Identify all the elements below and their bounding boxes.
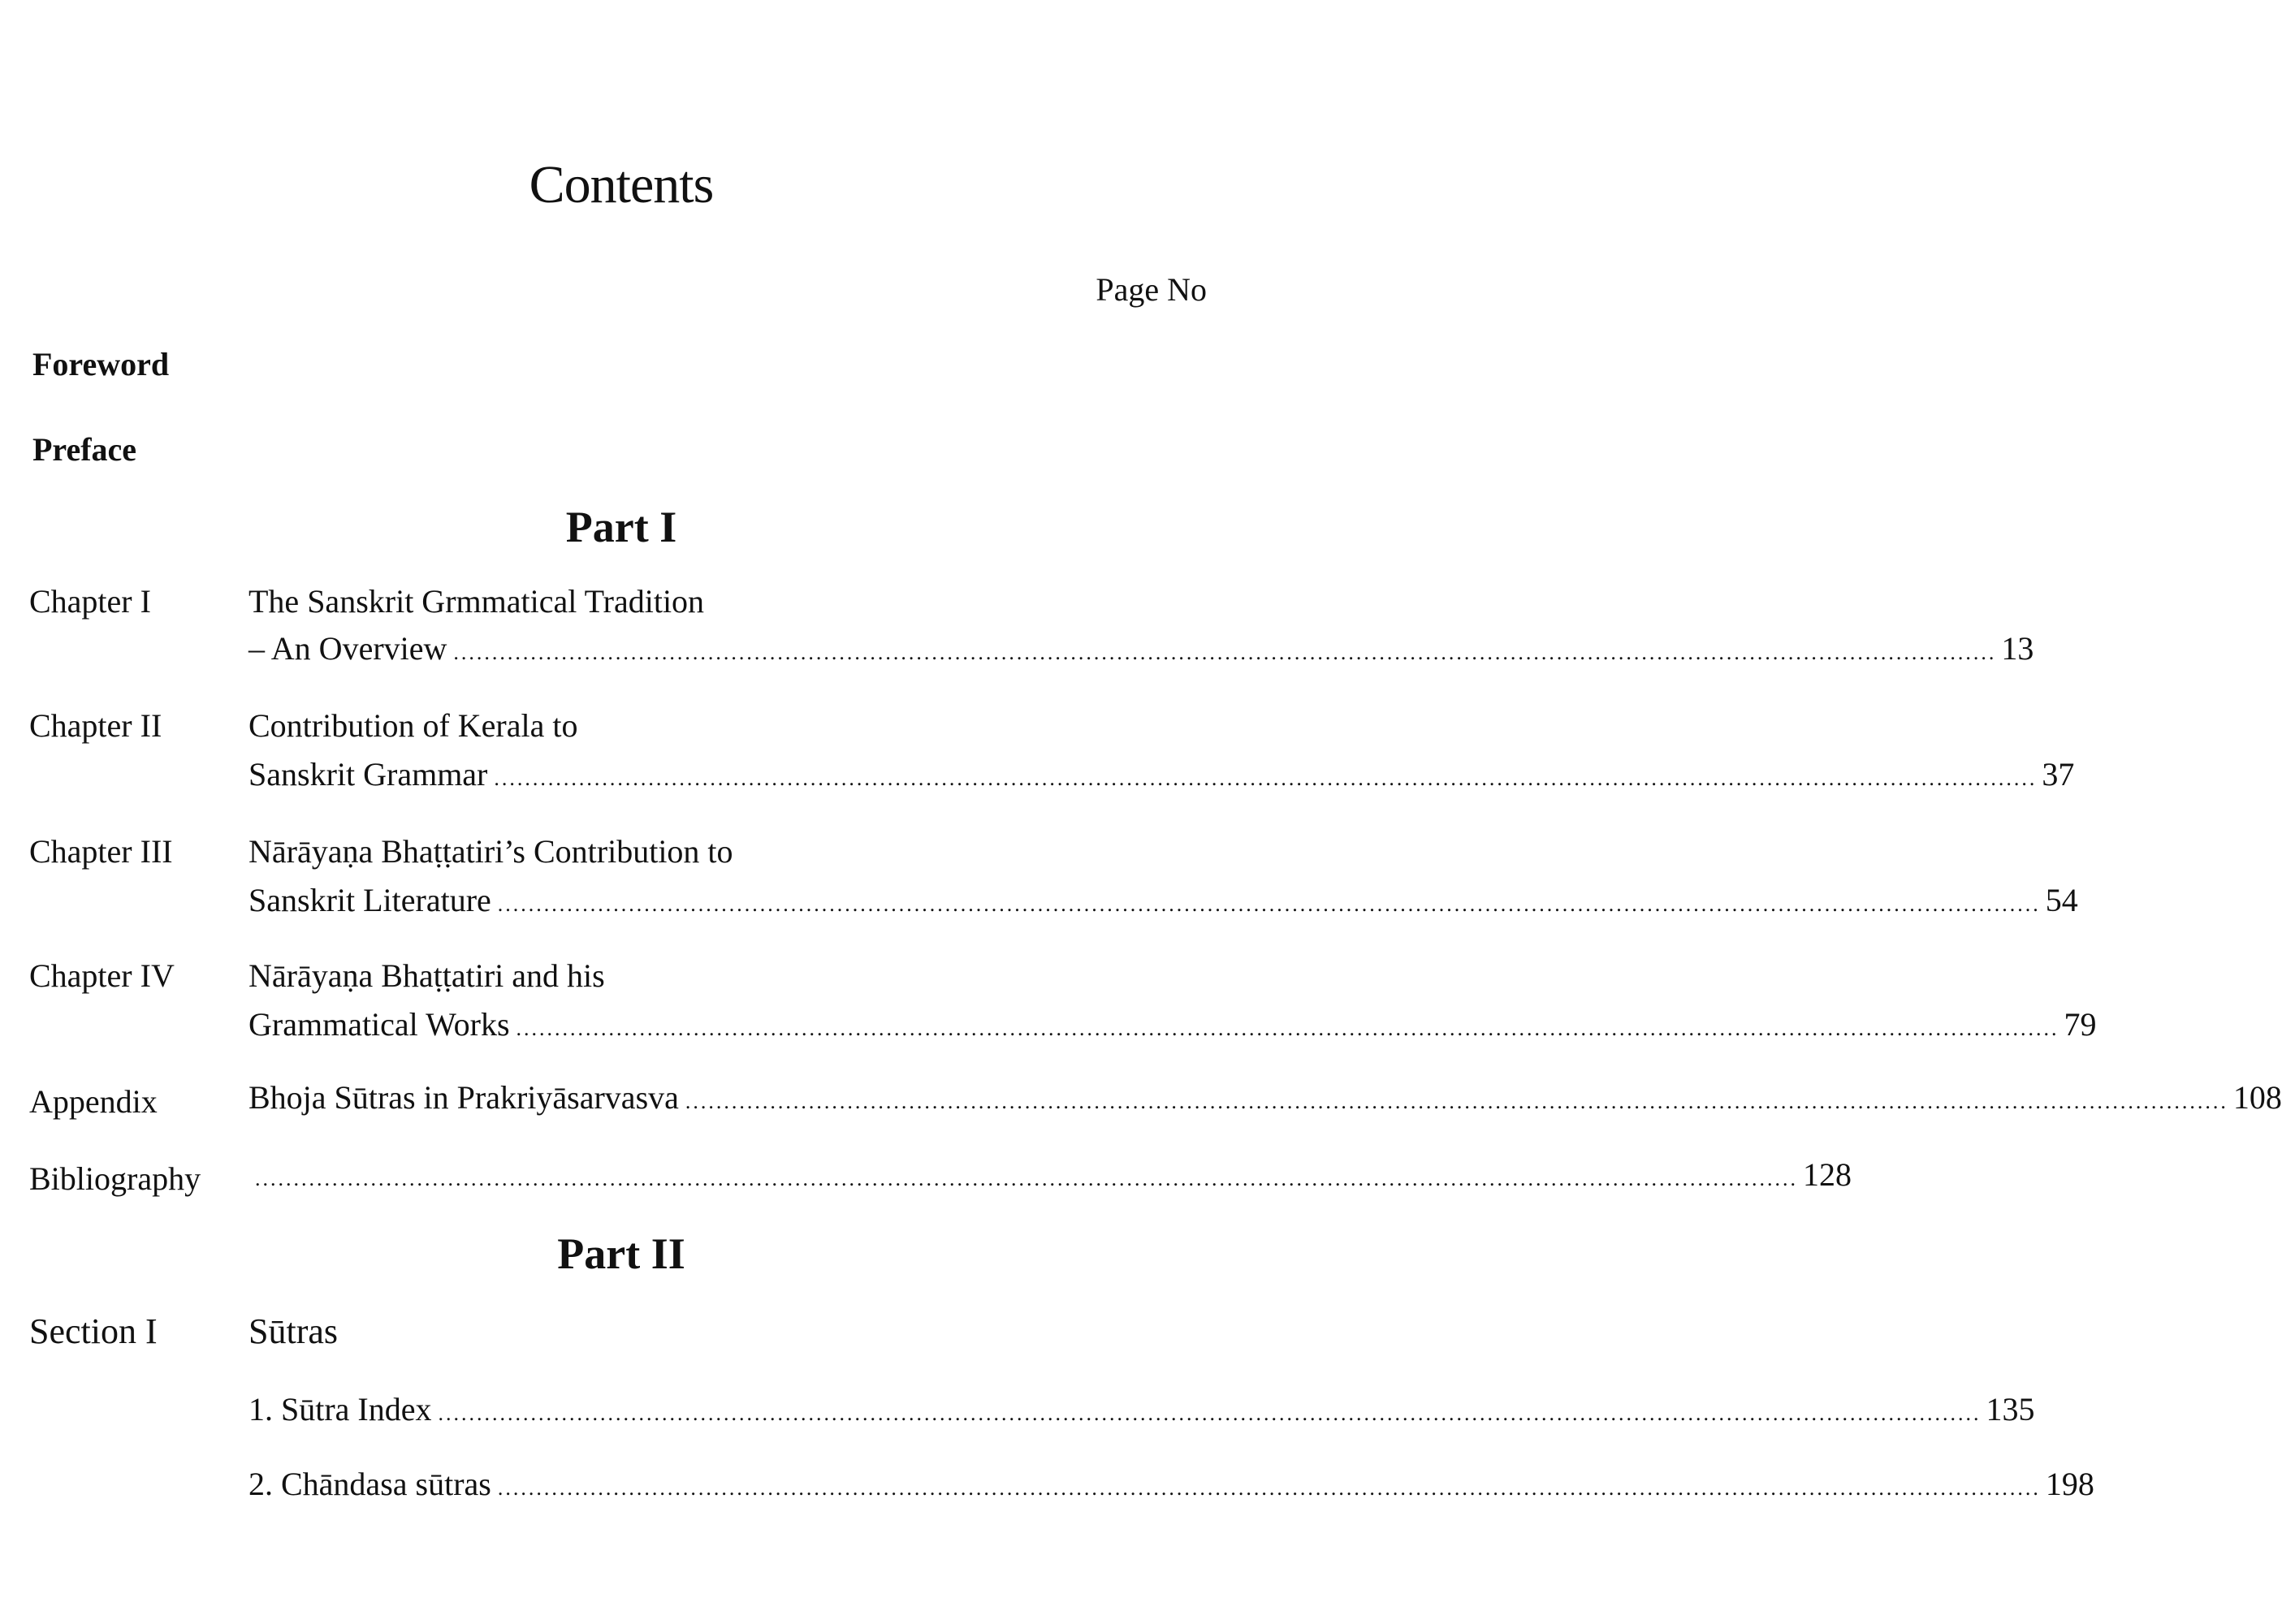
entry-title-cont: – An Overview — [249, 630, 447, 667]
entry-title-chapter-2: Contribution of Kerala to — [249, 707, 578, 744]
entry-line-chapter-3 — [249, 881, 2078, 923]
section-label: Section I — [29, 1311, 158, 1351]
entry-title-chandasa-sutras: 2. Chāndasa sūtras — [249, 1466, 491, 1502]
entry-line-chandasa-sutras — [249, 1465, 2094, 1507]
dot-leader: ........................................................................................................................................................................................................ — [497, 1476, 2041, 1500]
entry-page-number: 79 — [2064, 1006, 2097, 1043]
dot-leader: ........................................................................................................................................................................................................ — [685, 1090, 2228, 1113]
entry-title-cont: Sanskrit Grammar — [249, 756, 488, 793]
toc-foreword: Foreword — [32, 346, 170, 382]
dot-leader: ........................................................................................................................................................................................................ — [453, 641, 1997, 664]
page-no-header: Page No — [1096, 271, 1207, 308]
entry-title-cont: Grammatical Works — [249, 1006, 510, 1043]
entry-page-number: 135 — [1986, 1391, 2035, 1427]
entry-page-number: 37 — [2042, 756, 2075, 793]
entry-page-number: 108 — [2232, 1079, 2282, 1116]
entry-page-number: 54 — [2045, 882, 2078, 918]
entry-line-appendix — [249, 1078, 2282, 1121]
part-1-heading: Part I — [565, 503, 677, 551]
entry-line-sutra-index — [249, 1390, 2035, 1432]
entry-title-chapter-1: The Sanskrit Grmmatical Tradition — [249, 583, 705, 620]
dot-leader: ........................................................................................................................................................................................................ — [516, 1017, 2059, 1040]
entry-title-chapter-4: Nārāyaṇa Bhaṭṭatiri and his — [249, 957, 605, 994]
entry-label-appendix: Appendix — [29, 1083, 158, 1120]
dot-leader: ........................................................................................................................................................................................................ — [497, 892, 2041, 916]
entry-page-number: 128 — [1803, 1156, 1852, 1193]
dot-leader: ........................................................................................................................................................................................................ — [494, 767, 2038, 790]
entry-title-cont: Sanskrit Literature — [249, 882, 491, 918]
entry-label-chapter-2: Chapter II — [29, 707, 162, 744]
entry-line-chapter-1 — [249, 629, 2034, 672]
section-title: Sūtras — [249, 1311, 338, 1351]
part-2-heading: Part II — [557, 1229, 685, 1278]
entry-title-appendix: Bhoja Sūtras in Prakriyāsarvasva — [249, 1079, 679, 1116]
entry-line-chapter-2 — [249, 755, 2075, 797]
dot-leader: ........................................................................................................................................................................................................ — [438, 1402, 1982, 1425]
entry-title-chapter-3: Nārāyaṇa Bhaṭṭatiri’s Contribution to — [249, 833, 733, 870]
entry-page-number: 13 — [2001, 630, 2034, 667]
entry-page-number: 198 — [2045, 1466, 2094, 1502]
entry-label-chapter-4: Chapter IV — [29, 957, 175, 994]
entry-title-sutra-index: 1. Sūtra Index — [249, 1391, 432, 1427]
page-title: Contents — [529, 155, 714, 214]
entry-label-chapter-3: Chapter III — [29, 833, 173, 870]
entry-label-bibliography: Bibliography — [29, 1160, 201, 1197]
dot-leader: ........................................................................................................................................................................................................ — [255, 1167, 1798, 1190]
entry-line-chapter-4 — [249, 1005, 2097, 1047]
toc-preface: Preface — [32, 431, 137, 468]
entry-label-chapter-1: Chapter I — [29, 583, 151, 620]
entry-line-bibliography — [249, 1155, 1852, 1198]
